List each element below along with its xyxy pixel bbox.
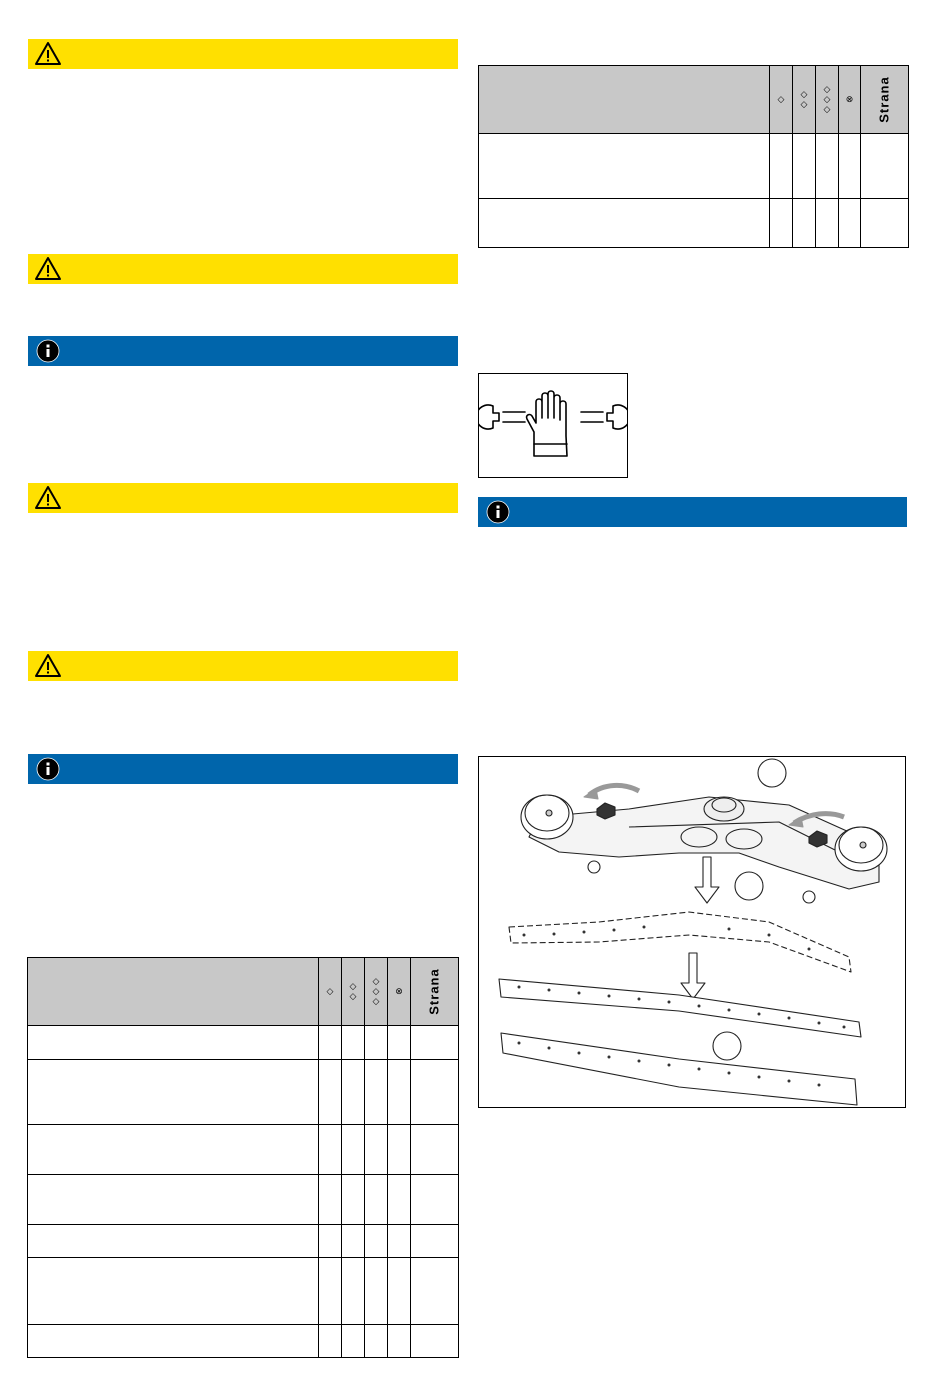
wrench-glove-pictogram	[478, 373, 628, 478]
symbol-three-diamonds: ◇◇◇	[816, 66, 839, 134]
table-row	[28, 1026, 459, 1060]
table-row	[28, 1175, 459, 1225]
squeegee-assembly-illustration	[479, 757, 905, 1107]
page-column-header: Strana	[411, 958, 459, 1026]
table-row	[479, 199, 909, 248]
warning-triangle-icon	[34, 485, 62, 511]
page-column-header: Strana	[861, 66, 909, 134]
table-row	[28, 1125, 459, 1175]
info-bar	[478, 497, 907, 527]
table-header-row	[479, 66, 909, 134]
table-row	[28, 1258, 459, 1325]
symbol-three-diamonds: ◇◇◇	[365, 958, 388, 1026]
warning-bar	[28, 651, 458, 681]
warning-triangle-icon	[34, 653, 62, 679]
info-bar	[28, 754, 458, 784]
symbol-two-diamonds: ◇◇	[342, 958, 365, 1026]
wrench-glove-icon	[479, 374, 627, 477]
table-row	[28, 1325, 459, 1358]
warning-bar	[28, 254, 458, 284]
table-header-blank	[28, 958, 319, 1026]
symbol-circle-x: ⊗	[388, 958, 411, 1026]
warning-bar	[28, 39, 458, 69]
symbol-circle-x: ⊗	[839, 66, 861, 134]
info-bar	[28, 336, 458, 366]
info-circle-icon	[34, 756, 62, 782]
table-header-blank	[479, 66, 770, 134]
info-circle-icon	[484, 499, 512, 525]
symbol-one-diamond: ◇	[319, 958, 342, 1026]
maintenance-table-left	[27, 957, 459, 1358]
symbol-two-diamonds: ◇◇	[793, 66, 816, 134]
warning-triangle-icon	[34, 41, 62, 67]
symbol-one-diamond: ◇	[770, 66, 793, 134]
table-row	[28, 1060, 459, 1125]
warning-bar	[28, 483, 458, 513]
squeegee-assembly-figure	[478, 756, 906, 1108]
maintenance-table-right	[478, 65, 909, 248]
table-row	[28, 1225, 459, 1258]
table-header-row	[28, 958, 459, 1026]
table-row	[479, 134, 909, 199]
info-circle-icon	[34, 338, 62, 364]
warning-triangle-icon	[34, 256, 62, 282]
